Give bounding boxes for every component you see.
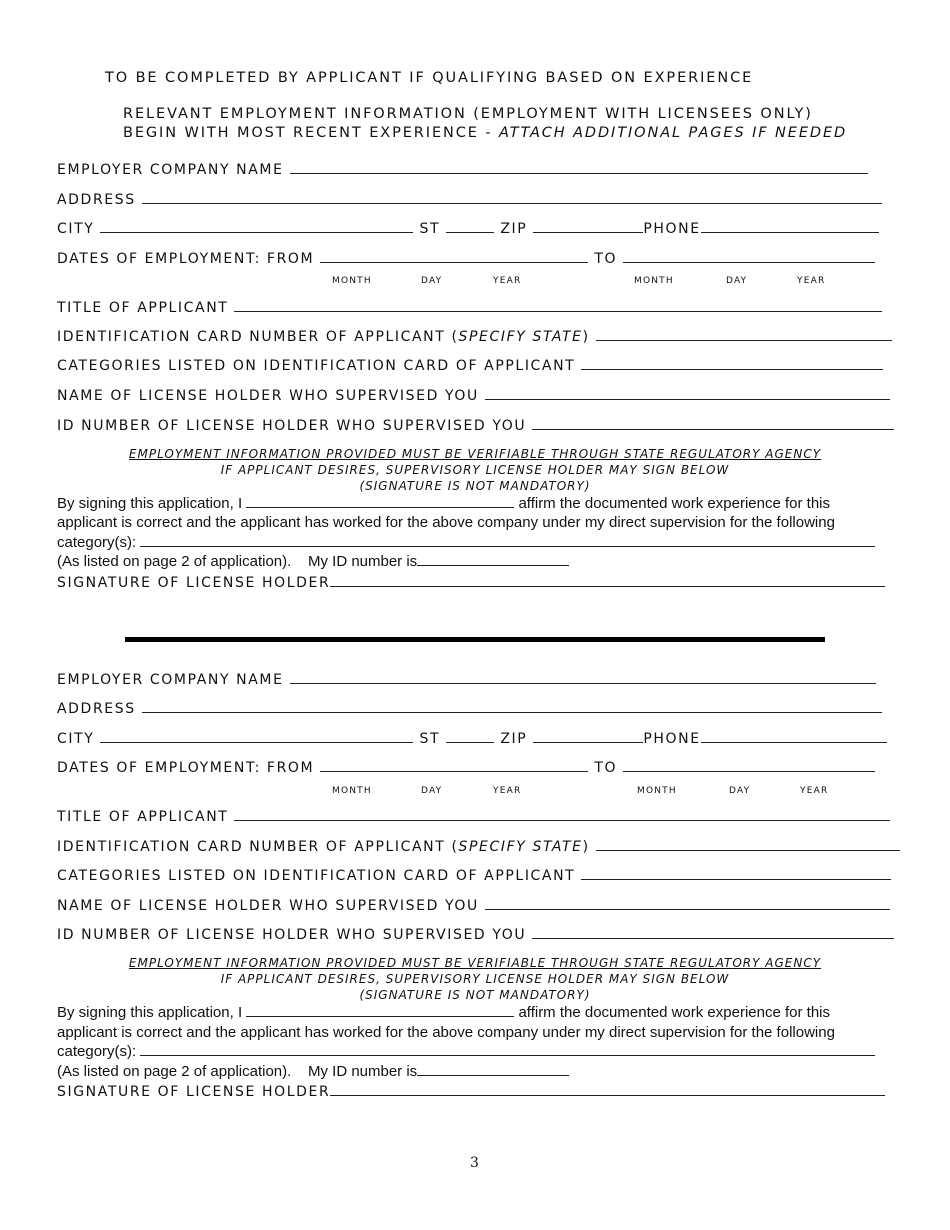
verify-note: EMPLOYMENT INFORMATION PROVIDED MUST BE VERIFIABLE THROUGH STATE REGULATORY AGENCY xyxy=(128,956,822,970)
supervisor-id-row xyxy=(57,417,894,434)
address-field[interactable] xyxy=(142,700,882,713)
month-label: MONTH xyxy=(332,786,372,796)
idcard-row: IDENTIFICATION CARD NUMBER OF APPLICANT (SPECIFY STATE) xyxy=(57,838,900,855)
not-mandatory-note: (SIGNATURE IS NOT MANDATORY) xyxy=(359,988,591,1002)
address-row xyxy=(57,700,882,717)
title-label: TITLE OF APPLICANT xyxy=(57,300,229,316)
zip-field[interactable] xyxy=(533,220,643,233)
address-label: ADDRESS xyxy=(57,192,136,208)
city-label: CITY xyxy=(57,731,95,747)
supervisor-name-row xyxy=(57,897,890,914)
phone-field[interactable] xyxy=(701,220,879,233)
title-field[interactable] xyxy=(234,808,890,821)
zip-label: ZIP xyxy=(500,221,528,237)
employer-row xyxy=(57,161,868,178)
city-label: CITY xyxy=(57,221,95,237)
month-label: MONTH xyxy=(637,786,677,796)
supervisor-id-field[interactable] xyxy=(532,417,894,430)
zip-field[interactable] xyxy=(533,730,643,743)
affirm-name-field[interactable] xyxy=(246,495,514,508)
not-mandatory-note: (SIGNATURE IS NOT MANDATORY) xyxy=(359,479,591,493)
id-number-row: (As listed on page 2 of application). My ID number is xyxy=(57,1063,569,1080)
header-relevant-employment: RELEVANT EMPLOYMENT INFORMATION (EMPLOYMENT WITH LICENSEES ONLY) xyxy=(123,106,813,122)
city-field[interactable] xyxy=(100,730,413,743)
categories-row xyxy=(57,867,891,884)
categories-row xyxy=(57,357,883,374)
dates-from-label: DATES OF EMPLOYMENT: FROM xyxy=(57,251,315,267)
year-label: YEAR xyxy=(800,786,829,796)
title-row xyxy=(57,299,882,316)
zip-label: ZIP xyxy=(500,731,528,747)
idcard-row: IDENTIFICATION CARD NUMBER OF APPLICANT (SPECIFY STATE) xyxy=(57,328,892,345)
month-label: MONTH xyxy=(332,276,372,286)
employer-field[interactable] xyxy=(290,161,868,174)
phone-label: PHONE xyxy=(643,731,701,747)
header-qualifying: TO BE COMPLETED BY APPLICANT IF QUALIFYING BASED ON EXPERIENCE xyxy=(105,70,754,86)
title-label: TITLE OF APPLICANT xyxy=(57,809,229,825)
supervisor-id-field[interactable] xyxy=(532,926,894,939)
supervisor-id-label: ID NUMBER OF LICENSE HOLDER WHO SUPERVISED YOU xyxy=(57,418,527,434)
dates-row xyxy=(57,759,875,776)
city-row xyxy=(57,730,887,747)
signature-label: SIGNATURE OF LICENSE HOLDER xyxy=(57,1084,331,1100)
supervisor-id-label: ID NUMBER OF LICENSE HOLDER WHO SUPERVISED YOU xyxy=(57,927,527,943)
my-id-field[interactable] xyxy=(417,553,569,566)
category-field[interactable] xyxy=(140,1043,875,1056)
day-label: DAY xyxy=(421,276,443,286)
signature-row xyxy=(57,1083,885,1100)
date-to-field[interactable] xyxy=(623,759,875,772)
verify-note: EMPLOYMENT INFORMATION PROVIDED MUST BE VERIFIABLE THROUGH STATE REGULATORY AGENCY xyxy=(128,447,822,461)
page-number: 3 xyxy=(470,1155,479,1171)
supervisor-name-field[interactable] xyxy=(485,387,890,400)
section-divider xyxy=(125,637,825,642)
categories-field[interactable] xyxy=(581,867,891,880)
signature-field[interactable] xyxy=(330,1083,885,1096)
dates-row xyxy=(57,250,875,267)
date-from-field[interactable] xyxy=(320,250,588,263)
supervisor-name-row xyxy=(57,387,890,404)
st-label: ST xyxy=(419,731,441,747)
categories-field[interactable] xyxy=(581,357,883,370)
category-row: category(s): xyxy=(57,1043,875,1060)
categories-label: CATEGORIES LISTED ON IDENTIFICATION CARD OF APPLICANT xyxy=(57,868,576,884)
year-label: YEAR xyxy=(797,276,826,286)
employer-label: EMPLOYER COMPANY NAME xyxy=(57,162,284,178)
sign-below-note: IF APPLICANT DESIRES, SUPERVISORY LICENSE HOLDER MAY SIGN BELOW xyxy=(220,972,730,986)
phone-label: PHONE xyxy=(643,221,701,237)
employer-label: EMPLOYER COMPANY NAME xyxy=(57,672,284,688)
title-row xyxy=(57,808,890,825)
month-label: MONTH xyxy=(634,276,674,286)
affirm-line: By signing this application, I affirm the documented work experience for this xyxy=(57,1004,830,1021)
affirm-name-field[interactable] xyxy=(246,1004,514,1017)
address-field[interactable] xyxy=(142,191,882,204)
id-number-row: (As listed on page 2 of application). My ID number is xyxy=(57,553,569,570)
idcard-field[interactable] xyxy=(596,328,892,341)
supervisor-id-row xyxy=(57,926,894,943)
affirm-line-2: applicant is correct and the applicant has worked for the above company under my direct supervision for the following xyxy=(57,514,835,531)
employer-row xyxy=(57,671,876,688)
sign-below-note: IF APPLICANT DESIRES, SUPERVISORY LICENSE HOLDER MAY SIGN BELOW xyxy=(220,463,730,477)
category-row: category(s): xyxy=(57,534,875,551)
supervisor-name-label: NAME OF LICENSE HOLDER WHO SUPERVISED YOU xyxy=(57,898,479,914)
date-to-label: TO xyxy=(594,251,618,267)
day-label: DAY xyxy=(421,786,443,796)
city-row xyxy=(57,220,879,237)
categories-label: CATEGORIES LISTED ON IDENTIFICATION CARD OF APPLICANT xyxy=(57,358,576,374)
date-to-field[interactable] xyxy=(623,250,875,263)
signature-row xyxy=(57,574,885,591)
supervisor-name-label: NAME OF LICENSE HOLDER WHO SUPERVISED YOU xyxy=(57,388,479,404)
city-field[interactable] xyxy=(100,220,413,233)
my-id-field[interactable] xyxy=(417,1063,569,1076)
address-label: ADDRESS xyxy=(57,701,136,717)
idcard-field[interactable] xyxy=(596,838,900,851)
st-label: ST xyxy=(419,221,441,237)
day-label: DAY xyxy=(729,786,751,796)
st-field[interactable] xyxy=(446,730,494,743)
header-begin-recent: BEGIN WITH MOST RECENT EXPERIENCE - ATTACH ADDITIONAL PAGES IF NEEDED xyxy=(123,125,848,141)
year-label: YEAR xyxy=(493,786,522,796)
day-label: DAY xyxy=(726,276,748,286)
affirm-line: By signing this application, I affirm the documented work experience for this xyxy=(57,495,830,512)
signature-label: SIGNATURE OF LICENSE HOLDER xyxy=(57,575,331,591)
address-row xyxy=(57,191,882,208)
year-label: YEAR xyxy=(493,276,522,286)
affirm-line-2: applicant is correct and the applicant has worked for the above company under my direct supervision for the following xyxy=(57,1024,835,1041)
date-to-label: TO xyxy=(594,760,618,776)
date-from-field[interactable] xyxy=(320,759,588,772)
title-field[interactable] xyxy=(234,299,882,312)
supervisor-name-field[interactable] xyxy=(485,897,890,910)
category-field[interactable] xyxy=(140,534,875,547)
signature-field[interactable] xyxy=(330,574,885,587)
st-field[interactable] xyxy=(446,220,494,233)
employer-field[interactable] xyxy=(290,671,876,684)
phone-field[interactable] xyxy=(701,730,887,743)
dates-from-label: DATES OF EMPLOYMENT: FROM xyxy=(57,760,315,776)
